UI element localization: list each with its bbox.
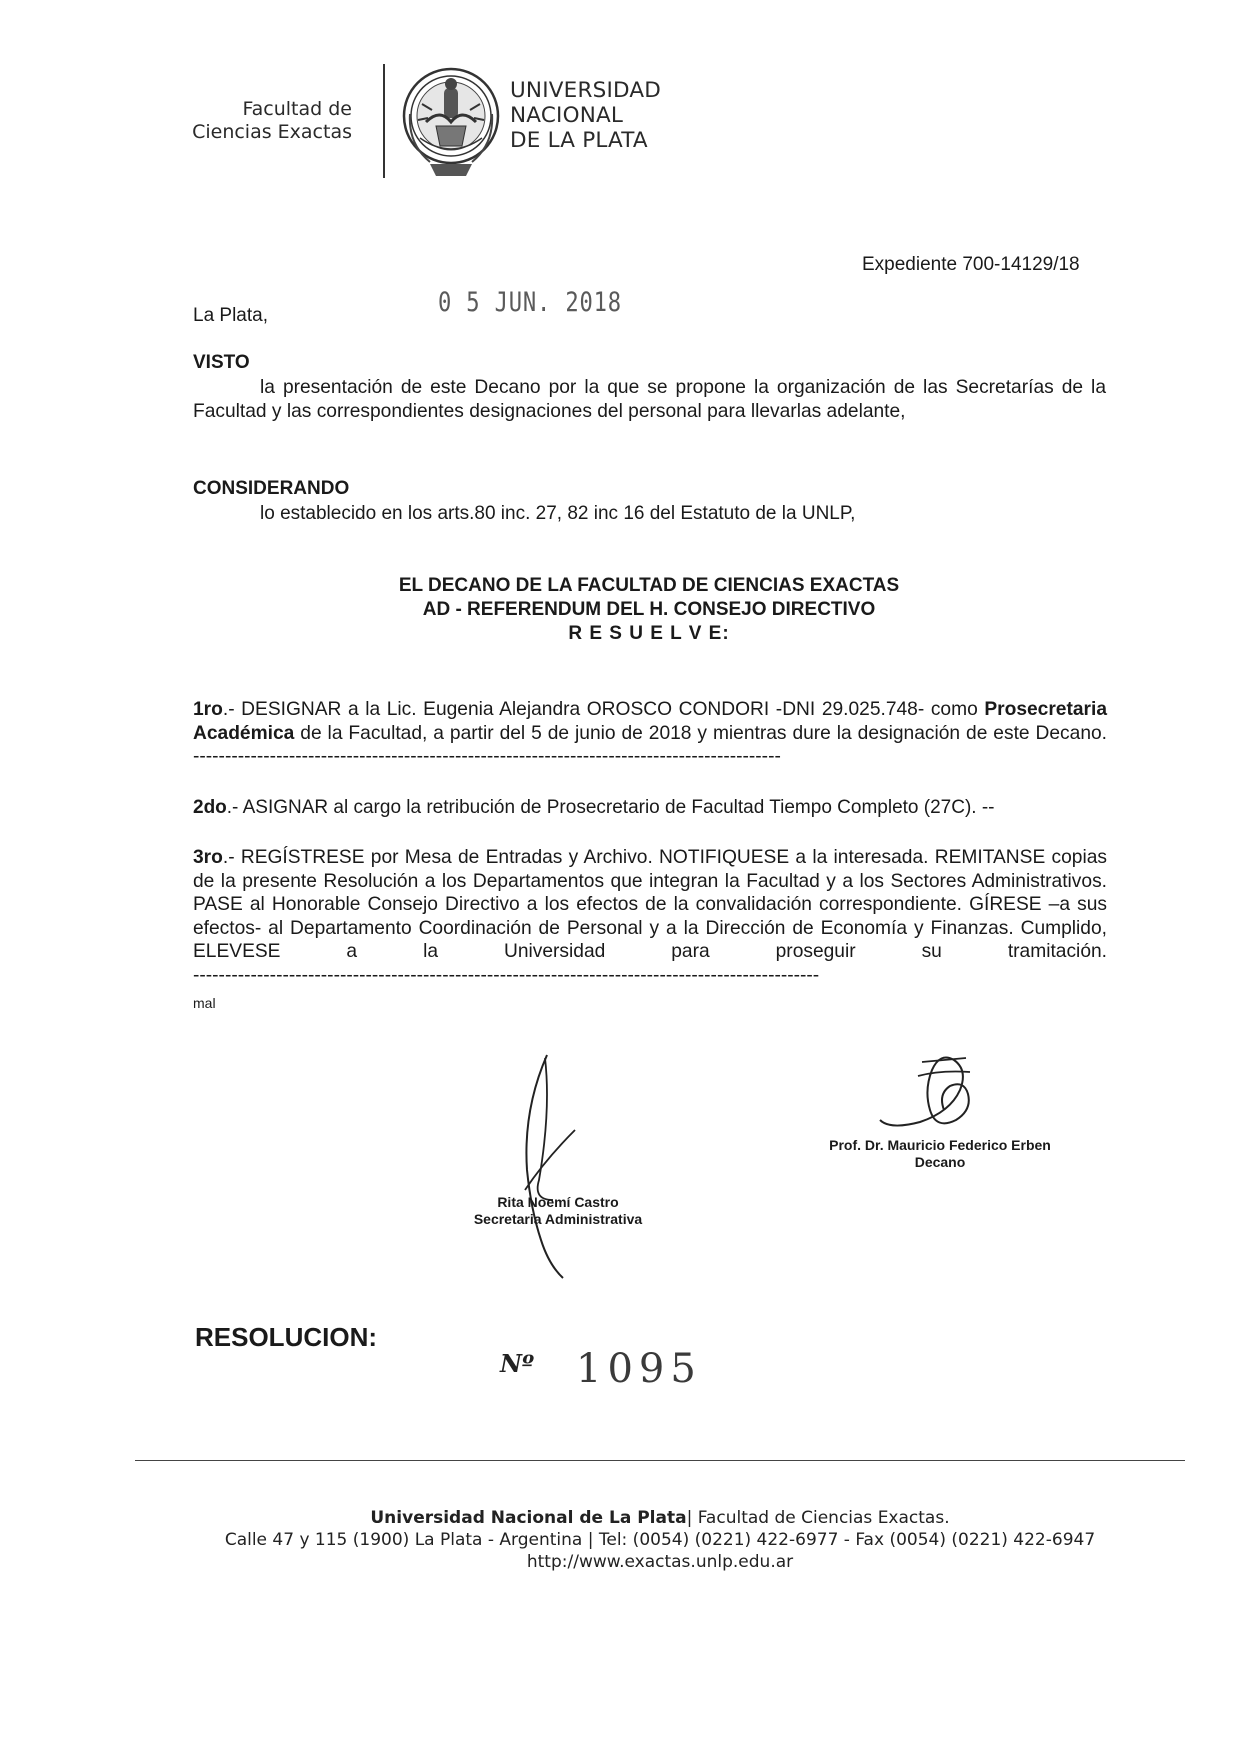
visto-heading: VISTO: [193, 352, 250, 373]
footer-address: Calle 47 y 115 (1900) La Plata - Argentina | Tel: (0054) (0221) 422-6977 - Fax (0054) (0221) 422-6947: [224, 1530, 1096, 1550]
secretary-signature-block: [428, 1194, 688, 1228]
article-3-text: .- REGÍSTRESE por Mesa de Entradas y Archivo. NOTIFIQUESE a la interesada. REMITANSE copias de la presente Resolución a los Departamentos que integran la Facultad y a los Sectores Administrativos. PASE al Honorable Consejo Directivo a los efectos de la convalidación correspondiente. GÍRESE –a sus efectos- al Departamento Coordinación de Personal y a la Dirección de Economía y Finanzas. Cumplido, ELEVESE a la Universidad para proseguir su tramitación.: [193, 847, 1107, 962]
date-stamp: 0 5 JUN. 2018: [438, 287, 622, 318]
secretary-title: Secretaria Administrativa: [473, 1211, 643, 1227]
article-2: [193, 797, 995, 819]
resolution-number: 1095: [576, 1346, 702, 1392]
header-divider: [383, 64, 385, 178]
secretary-signature: [505, 1050, 585, 1285]
resolution-title-line-1: EL DECANO DE LA FACULTAD DE CIENCIAS EXACTAS: [398, 575, 900, 596]
university-seal-logo: [400, 64, 502, 182]
typist-initials: mal: [193, 995, 216, 1011]
considerando-heading: CONSIDERANDO: [193, 478, 350, 499]
file-number: Expediente 700-14129/18: [862, 254, 1080, 275]
university-name: [510, 78, 661, 153]
article-3-dashes: --------------------------------------------------------------------------------------------------: [193, 964, 820, 986]
considerando-text: lo establecido en los arts.80 inc. 27, 82 inc 16 del Estatuto de la UNLP,: [260, 503, 856, 524]
article-3-label: 3ro: [193, 847, 223, 868]
article-2-text: .- ASIGNAR al cargo la retribución de Prosecretario de Facultad Tiempo Completo (27C). --: [226, 797, 995, 818]
faculty-line-2: Ciencias Exactas: [192, 121, 352, 143]
university-line-3: DE LA PLATA: [510, 128, 648, 153]
footer-website-link[interactable]: http://www.exactas.unlp.edu.ar: [526, 1552, 794, 1572]
article-3: [193, 846, 1107, 987]
footer-institution: [135, 1507, 1185, 1529]
footer-divider: [135, 1460, 1185, 1461]
dean-title: Decano: [914, 1154, 966, 1170]
resolution-label: RESOLUCION:: [195, 1322, 377, 1352]
article-1-text-1: .- DESIGNAR a la Lic. Eugenia Alejandra OROSCO CONDORI -DNI 29.025.748- como: [222, 699, 985, 720]
dean-signature-block: [800, 1137, 1080, 1171]
article-1-label: 1ro: [193, 699, 223, 720]
article-1-dashes: --------------------------------------------------------------------------------------------: [193, 746, 781, 767]
resolution-title-line-3: R E S U E L V E:: [568, 623, 730, 644]
faculty-line-1: Facultad de: [242, 98, 352, 120]
resolution-number-prefix: Nº: [500, 1349, 534, 1378]
article-1: [193, 698, 1107, 769]
university-line-2: NACIONAL: [510, 103, 624, 128]
faculty-name: [150, 98, 352, 144]
secretary-name: Rita Noemí Castro: [497, 1194, 619, 1210]
university-line-1: UNIVERSIDAD: [510, 78, 662, 103]
article-1-text-2: de la Facultad, a partir del 5 de junio de 2018 y mientras dure la designación de este Decano.: [294, 722, 1107, 744]
dean-signature: [860, 1050, 990, 1140]
dean-name: Prof. Dr. Mauricio Federico Erben: [829, 1137, 1051, 1153]
resolution-title-line-2: AD - REFERENDUM DEL H. CONSEJO DIRECTIVO: [422, 599, 876, 620]
footer-faculty: | Facultad de Ciencias Exactas.: [686, 1508, 950, 1528]
visto-text: la presentación de este Decano por la que se propone la organización de las Secretarías de la Facultad y las correspondientes designaciones del personal para llevarlas adelante,: [193, 377, 1106, 422]
article-2-label: 2do: [193, 797, 227, 818]
footer-university: Universidad Nacional de La Plata: [370, 1508, 687, 1528]
place-label: La Plata,: [193, 305, 268, 326]
article-1-position: Prosecretaria Académica: [193, 699, 1107, 744]
